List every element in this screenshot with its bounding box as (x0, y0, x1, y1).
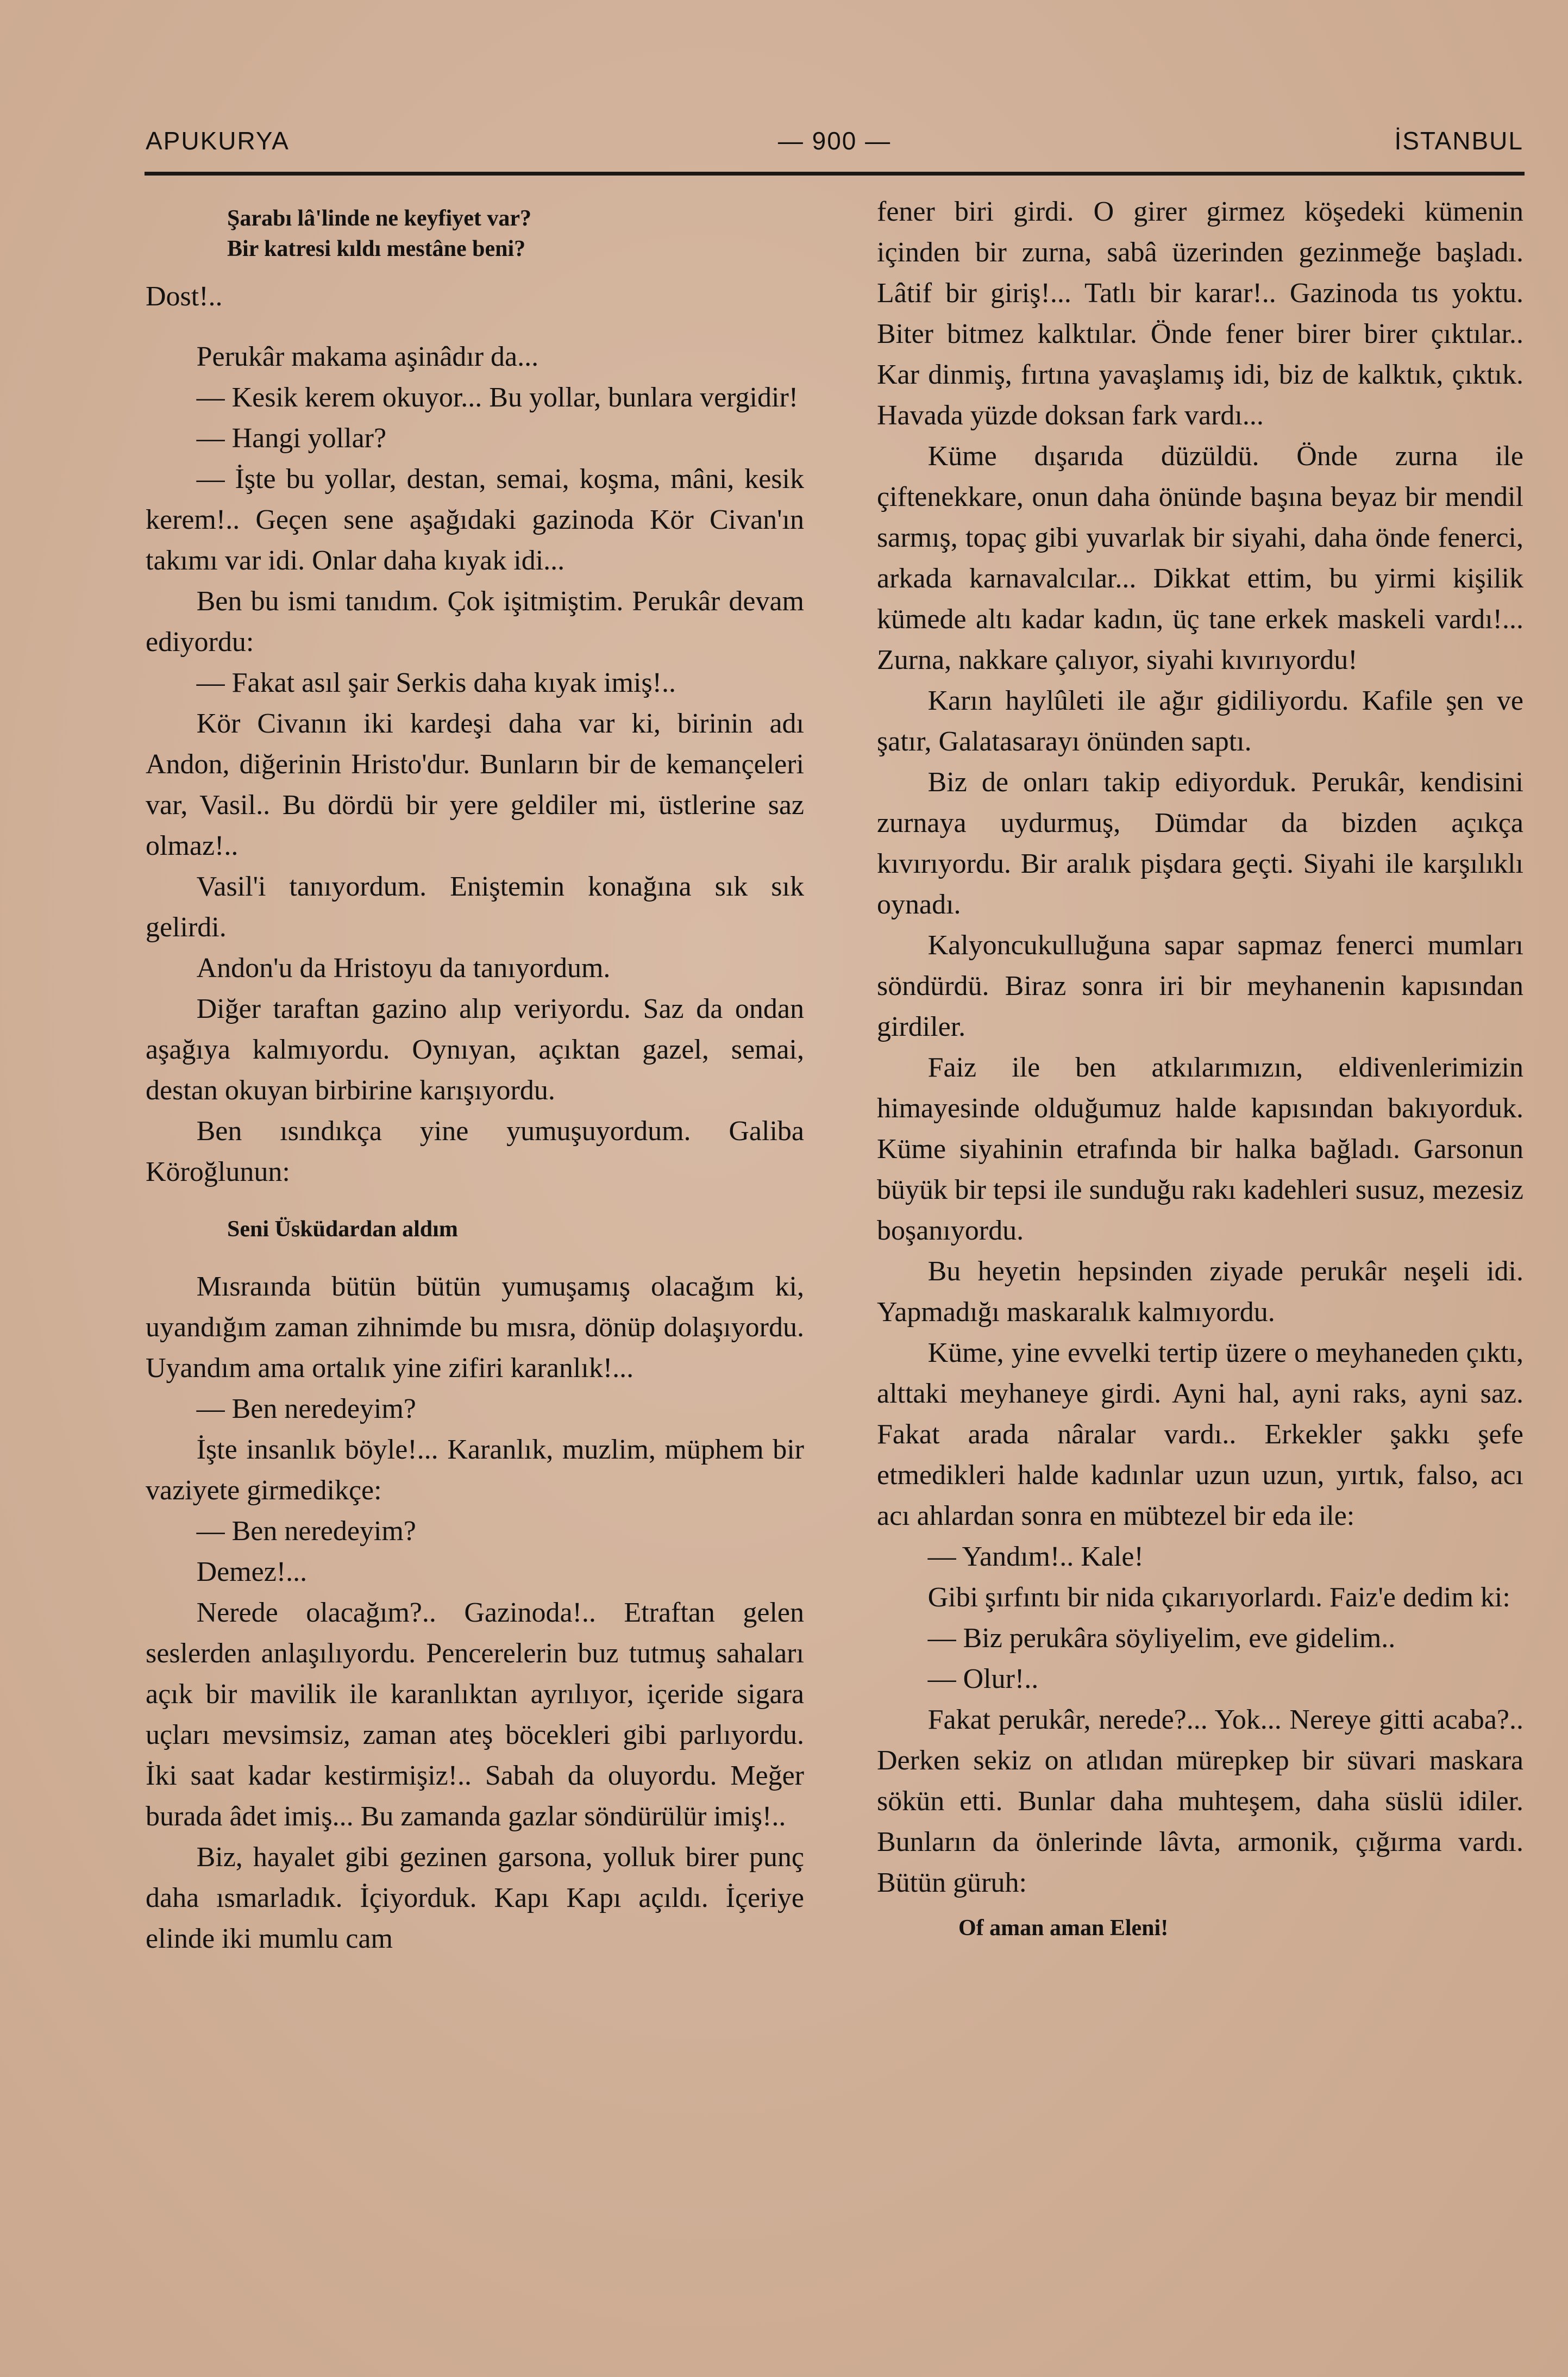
header-magazine-title: APUKURYA (146, 127, 290, 155)
paragraph: — Olur!.. (927, 1663, 1039, 1694)
paragraph: Dost!.. (146, 281, 223, 312)
paragraph: — Biz perukâra söyliyelim, eve gidelim.. (927, 1623, 1396, 1654)
paragraph: fener biri girdi. O girer girmez köşedeki kümenin içinden bir zurna, sabâ üzerinden gezinmeğe başladı. Lâtif bir giriş!... Tatlı bir karar!.. Gazinoda tıs yoktu. Biter bitmez kalktılar. Önde fener birer birer çıktılar.. Kar dinmiş, fırtına yavaşlamış idi, biz de kalktık, çıktık. Havada yüzde doksan fark vardı... (877, 196, 1523, 431)
paragraph: — Ben neredeyim? (196, 1393, 416, 1424)
paragraph: Vasil'i tanıyordum. Eniştemin konağına sık sık gelirdi. (146, 871, 804, 943)
header-city: İSTANBUL (1394, 127, 1523, 155)
page-number: — 900 — (777, 127, 892, 155)
paragraph: — Yandım!.. Kale! (927, 1541, 1144, 1572)
paragraph: Fakat perukâr, nerede?... Yok... Nereye gitti acaba?.. Derken sekiz on atlıdan mürepkep bir süvari maskara sökün etti. Bunlar daha muhteşem, daha süslü idiler. Bunların da önlerinde lâvta, armonik, çığırma vardı. Bütün güruh: (877, 1704, 1523, 1898)
paragraph: Kalyoncukulluğuna sapar sapmaz fenerci mumları söndürdü. Biraz sonra iri bir meyhanenin kapısından girdiler. (877, 930, 1523, 1042)
paragraph: Biz, hayalet gibi gezinen garsona, yolluk birer punç daha ısmarladık. İçiyorduk. Kapı Kapı açıldı. İçeriye elinde iki mumlu cam (146, 1842, 804, 1954)
paragraph: Ben bu ismi tanıdım. Çok işitmiştim. Perukâr devam ediyordu: (146, 586, 804, 658)
paragraph: Diğer taraftan gazino alıp veriyordu. Saz da ondan aşağıya kalmıyordu. Oynıyan, açıktan gazel, semai, destan okuyan birbirine karışıyordu. (146, 993, 804, 1106)
paragraph: Perukâr makama aşinâdır da... (196, 341, 539, 372)
paragraph: Mısraında bütün bütün yumuşamış olacağım ki, uyandığım zaman zihnimde bu mısra, dönüp dolaşıyordu. Uyandım ama ortalık yine zifiri karanlık!... (146, 1271, 804, 1384)
paragraph: Andon'u da Hristoyu da tanıyordum. (196, 953, 611, 984)
paragraph: — Ben neredeyim? (196, 1516, 416, 1547)
verse-couplet (146, 203, 804, 264)
paragraph: Kör Civanın iki kardeşi daha var ki, birinin adı Andon, diğerinin Hristo'dur. Bunların bir de kemançeleri var, Vasil.. Bu dördü bir yere geldiler mi, üstlerine saz olmaz!.. (146, 708, 804, 861)
verse-line: Of aman aman Eleni! (958, 1916, 1169, 1941)
paragraph: Gibi şırfıntı bir nida çıkarıyorlardı. Faiz'e dedim ki: (927, 1582, 1510, 1613)
paragraph: Nerede olacağım?.. Gazinoda!.. Etraftan gelen seslerden anlaşılıyordu. Pencerelerin buz tutmuş sahaları açık bir mavilik ile karanlıktan ayrılıyor, içeride sigara uçları mevsimsiz, zaman ateş böcekleri gibi parlıyordu. İki saat kadar kestirmişiz!.. Sabah da oluyordu. Meğer burada âdet imiş... Bu zamanda gazlar söndürülür imiş!.. (146, 1597, 804, 1832)
header-rule (145, 172, 1525, 176)
spacer (146, 317, 804, 336)
paragraph: — Hangi yollar? (196, 423, 387, 454)
paragraph: Küme dışarıda düzüldü. Önde zurna ile çiftenekkare, onun daha önünde başına beyaz bir mendil sarmış, topaç gibi yuvarlak bir siyahi, daha önde fenerci, arkada karnavalcılar... Dikkat ettim, bu yirmi kişilik kümede altı kadar kadın, üç tane erkek maskeli vardı!... Zurna, nakkare çalıyor, siyahi kıvırıyordu! (877, 441, 1523, 675)
paragraph: — Kesik kerem okuyor... Bu yollar, bunlara vergidir! (196, 382, 799, 413)
paragraph: — İşte bu yollar, destan, semai, koşma, mâni, kesik kerem!.. Geçen sene aşağıdaki gazinoda Kör Civan'ın takımı var idi. Onlar daha kıyak idi... (146, 464, 804, 576)
paragraph: İşte insanlık böyle!... Karanlık, muzlim, müphem bir vaziyete girmedikçe: (146, 1434, 804, 1506)
verse-line: Şarabı lâ'linde ne keyfiyet var? (227, 206, 531, 231)
paragraph: Biz de onları takip ediyorduk. Perukâr, kendisini zurnaya uydurmuş, Dümdar da bizden açıkça kıvırıyordu. Bir aralık pişdara geçti. Siyahi ile karşılıklı oynadı. (877, 767, 1523, 920)
page-header (146, 126, 1523, 164)
paragraph: — Fakat asıl şair Serkis daha kıyak imiş!.. (196, 667, 676, 698)
paragraph: Faiz ile ben atkılarımızın, eldivenlerimizin himayesinde olduğumuz halde kapısından bakıyorduk. Küme siyahinin etrafında bir halka bağladı. Garsonun büyük bir tepsi ile sunduğu rakı kadehleri susuz, mezesiz boşanıyordu. (877, 1052, 1523, 1246)
left-column (146, 191, 804, 1959)
paragraph: Demez!... (196, 1556, 308, 1587)
paragraph: Bu heyetin hepsinden ziyade perukâr neşeli idi. Yapmadığı maskaralık kalmıyordu. (877, 1256, 1523, 1328)
paragraph: Küme, yine evvelki tertip üzere o meyhaneden çıktı, alttaki meyhaneye girdi. Ayni hal, ayni raks, ayni saz. Fakat arada nâralar vardı.. Erkekler şakkı şefe etmedikleri halde kadınlar uzun uzun, yırtık, falso, acı acı ahlardan sonra en mübtezel bir eda ile: (877, 1337, 1523, 1531)
verse-line: Seni Üsküdardan aldım (227, 1217, 458, 1242)
right-column (877, 191, 1523, 1943)
paragraph: Ben ısındıkça yine yumuşuyordum. Galiba Köroğlunun: (146, 1116, 804, 1187)
verse-line: Bir katresi kıldı mestâne beni? (227, 236, 526, 261)
paragraph: Karın haylûleti ile ağır gidiliyordu. Kafile şen ve şatır, Galatasarayı önünden saptı. (877, 685, 1523, 757)
